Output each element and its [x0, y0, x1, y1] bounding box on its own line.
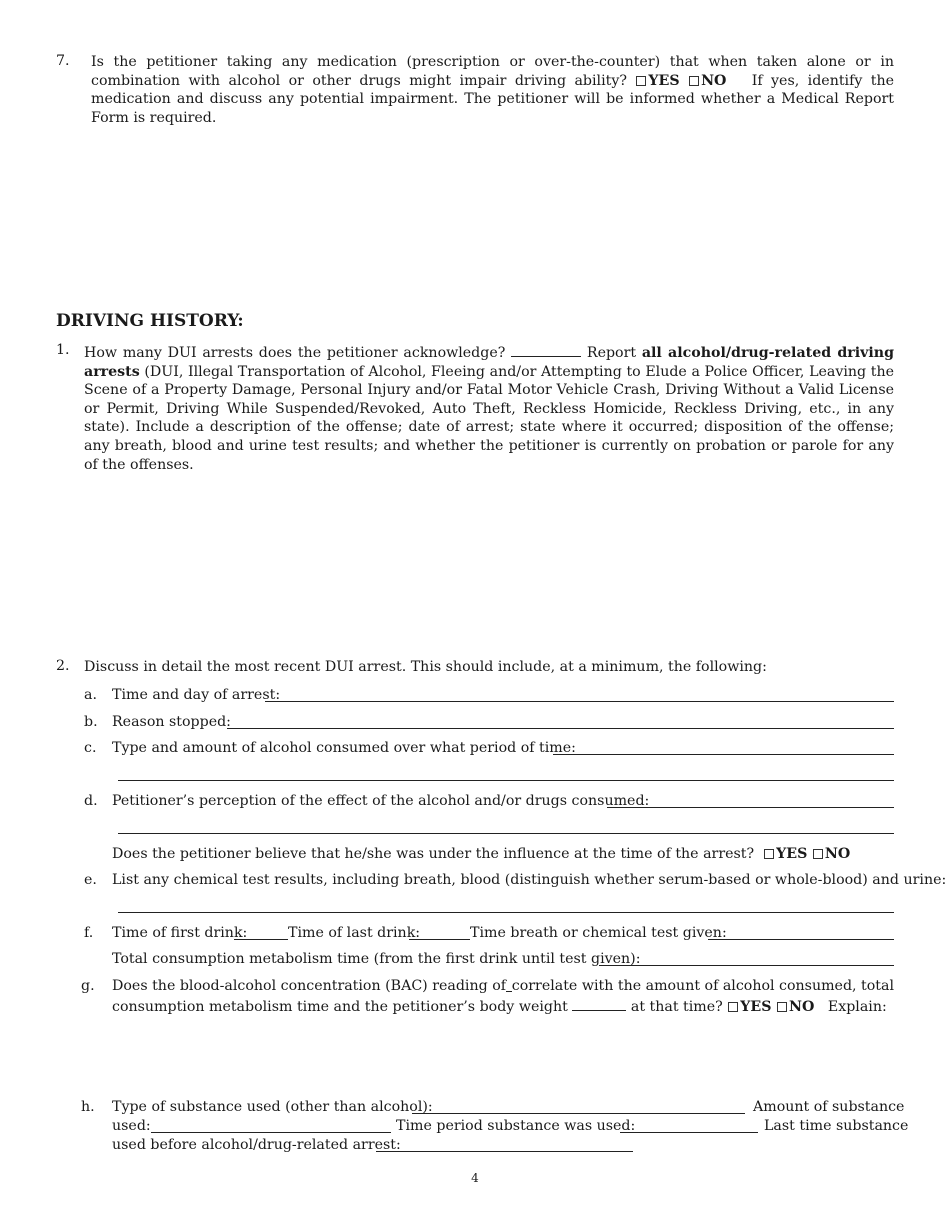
q2d-question-text: Does the petitioner believe that he/she was under the influence at the time of the arrest? — [112, 846, 755, 862]
q2e-label: List any chemical test results, including breath, blood (distinguish whether serum-based or whole-blood) and urine: — [112, 872, 947, 888]
q2a-letter: a. — [84, 687, 97, 703]
q2g-no-label: NO — [788, 999, 815, 1015]
dh-q1-text-b: Report — [586, 345, 637, 361]
q2c-label: Type and amount of alcohol consumed over what period of time: — [112, 740, 576, 756]
perception-field-1[interactable] — [607, 806, 894, 808]
q2g-text-b: correlate with the amount of alcohol consumed, total — [511, 978, 894, 994]
q2g-yes-checkbox[interactable] — [728, 1002, 738, 1012]
q2a-label: Time and day of arrest: — [112, 687, 281, 703]
dh-q2-text: Discuss in detail the most recent DUI arrest. This should include, at a minimum, the following: — [84, 659, 767, 675]
q2e-letter: e. — [84, 872, 97, 888]
q2h-text-a: Type of substance used (other than alcohol): — [112, 1099, 433, 1115]
q2g-text-c: consumption metabolism time and the petitioner’s body weight — [112, 999, 568, 1015]
q2g-text-d: at that time? — [630, 999, 723, 1015]
q2h-text-d: Time period substance was used: — [396, 1118, 636, 1134]
q2h-text-e: Last time substance — [764, 1118, 909, 1134]
q2c-letter: c. — [84, 740, 97, 756]
dui-arrests-count-field[interactable] — [511, 342, 581, 357]
q7-yes-checkbox[interactable] — [636, 76, 646, 86]
q2g-line-1 — [112, 977, 894, 995]
q2f-total-label: Total consumption metabolism time (from the first drink until test given): — [112, 951, 641, 967]
dh-q1-text-a: How many DUI arrests does the petitioner acknowledge? — [84, 345, 506, 361]
q2d-no-checkbox[interactable] — [813, 849, 823, 859]
substance-time-period-field[interactable] — [620, 1131, 758, 1133]
perception-field-2[interactable] — [118, 832, 894, 834]
time-day-of-arrest-field[interactable] — [265, 700, 894, 702]
substance-type-field[interactable] — [412, 1112, 745, 1114]
q2b-label: Reason stopped: — [112, 714, 231, 730]
q7-text — [91, 53, 894, 127]
q2d-label: Petitioner’s perception of the effect of the alcohol and/or drugs consumed: — [112, 793, 650, 809]
q2f-first-label: Time of first drink: — [112, 925, 248, 941]
q2h-text-c: used: — [112, 1118, 151, 1134]
q2h-letter: h. — [81, 1099, 95, 1115]
q2d-yes-label: YES — [776, 846, 808, 862]
body-weight-field[interactable] — [572, 996, 626, 1011]
q2h-text-b: Amount of substance — [753, 1099, 905, 1115]
q2h-text-f: used before alcohol/drug-related arrest: — [112, 1137, 401, 1153]
alcohol-consumed-field-1[interactable] — [553, 753, 894, 755]
q2g-letter: g. — [81, 978, 95, 994]
chemical-test-results-field[interactable] — [118, 911, 894, 913]
dh-q1-number: 1. — [56, 342, 70, 358]
dh-q2-number: 2. — [56, 658, 70, 674]
q2d-yes-checkbox[interactable] — [764, 849, 774, 859]
alcohol-consumed-field-2[interactable] — [118, 779, 894, 781]
q2f-test-label: Time breath or chemical test given: — [470, 925, 727, 941]
q7-text-a: Is the petitioner taking any medication (prescription or over-the-counter) that when taken alone or in combination with alcohol or other drugs might impair driving ability? — [91, 54, 894, 89]
last-substance-use-field[interactable] — [376, 1150, 633, 1152]
dh-q1-bold: all alcohol/drug-related driving arrests — [84, 345, 894, 380]
q7-number: 7. — [56, 53, 70, 69]
q2g-line-2 — [112, 996, 887, 1016]
q2f-letter: f. — [84, 925, 94, 941]
q2f-last-label: Time of last drink: — [288, 925, 421, 941]
dh-q1-text-c: (DUI, Illegal Transportation of Alcohol, Fleeing and/or Attempting to Elude a Police Officer, Leaving the Scene of a Property Damage, Personal Injury and/or Fatal Motor Vehicle Crash, Driving Without a Valid License or Permit, Driving While Suspended/Revoked, Auto Theft, Reckless Homicide, Reckless Driving, etc., in any state). Include a description of the offense; date of arrest; state where it occurred; disposition of the offense; any breath, blood and urine test results; and whether the petitioner is currently on probation or parole for any of the offenses. — [84, 363, 894, 473]
driving-history-heading: DRIVING HISTORY: — [56, 311, 244, 331]
dh-q1-text — [84, 342, 894, 474]
substance-amount-field[interactable] — [151, 1131, 391, 1133]
q2g-no-checkbox[interactable] — [777, 1002, 787, 1012]
page-number: 4 — [471, 1171, 479, 1185]
q2g-text-a: Does the blood-alcohol concentration (BAC) reading of — [112, 978, 506, 994]
q2d-question — [112, 845, 850, 863]
q2g-yes-label: YES — [740, 999, 772, 1015]
q2d-letter: d. — [84, 793, 98, 809]
q2g-explain: Explain: — [827, 999, 887, 1015]
q7-no-checkbox[interactable] — [689, 76, 699, 86]
reason-stopped-field[interactable] — [227, 727, 894, 729]
q7-text-b: If yes, identify the medication and discuss any potential impairment. The petitioner will be informed whether a Medical Report Form is required. — [91, 72, 895, 126]
q2d-no-label: NO — [824, 846, 851, 862]
test-time-field[interactable] — [708, 938, 894, 940]
first-drink-time-field[interactable] — [234, 938, 288, 940]
last-drink-time-field[interactable] — [409, 938, 470, 940]
q2b-letter: b. — [84, 714, 98, 730]
total-metabolism-time-field[interactable] — [599, 964, 894, 966]
q7-no-label: NO — [701, 72, 727, 89]
q7-yes-label: YES — [648, 72, 680, 89]
